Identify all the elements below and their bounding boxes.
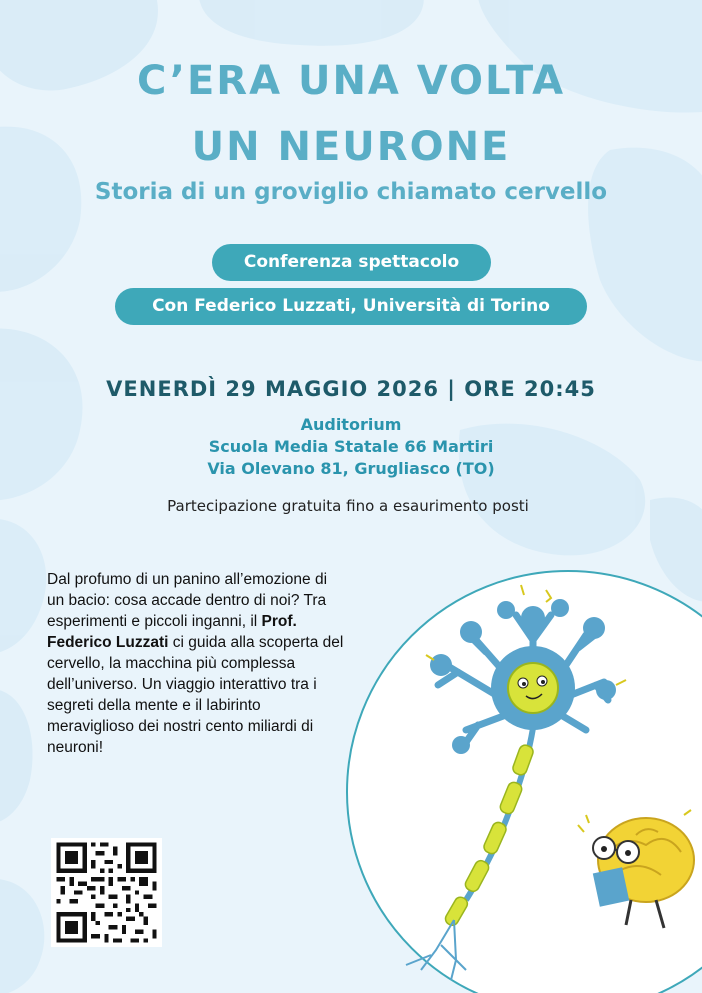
event-date-time: VENERDÌ 29 MAGGIO 2026 | ORE 20:45 bbox=[106, 377, 596, 401]
subtitle: Storia di un groviglio chiamato cervello bbox=[94, 179, 608, 205]
venue-block bbox=[0, 414, 702, 480]
speaker-highlight: Prof. Federico Luzzati bbox=[47, 613, 297, 651]
description-part-1: Dal profumo di un panino all’emozione di un bacio: cosa accade dentro di noi? Tra esperimenti e piccoli inganni, il bbox=[47, 571, 328, 630]
description-text bbox=[47, 569, 347, 758]
title-line-1: C’ERA UNA VOLTA bbox=[136, 58, 566, 104]
description-part-2: ci guida alla scoperta del cervello, la macchina più complessa dell’universo. Un viaggio interattivo tra i segreti della mente e il labirinto meraviglioso dei nostri cento miliardi di neuroni! bbox=[47, 634, 344, 756]
venue-name: Auditorium bbox=[300, 415, 402, 434]
admission-note: Partecipazione gratuita fino a esaurimento posti bbox=[167, 497, 529, 515]
speaker-badge: Con Federico Luzzati, Università di Torino bbox=[115, 288, 587, 325]
neuron-illustration bbox=[346, 570, 702, 993]
venue-address: Via Olevano 81, Grugliasco (TO) bbox=[207, 459, 495, 478]
venue-school: Scuola Media Statale 66 Martiri bbox=[208, 437, 494, 456]
event-type-badge: Conferenza spettacolo bbox=[212, 244, 491, 281]
qr-code-icon[interactable] bbox=[51, 838, 162, 947]
title-line-2: UN NEURONE bbox=[191, 124, 511, 170]
